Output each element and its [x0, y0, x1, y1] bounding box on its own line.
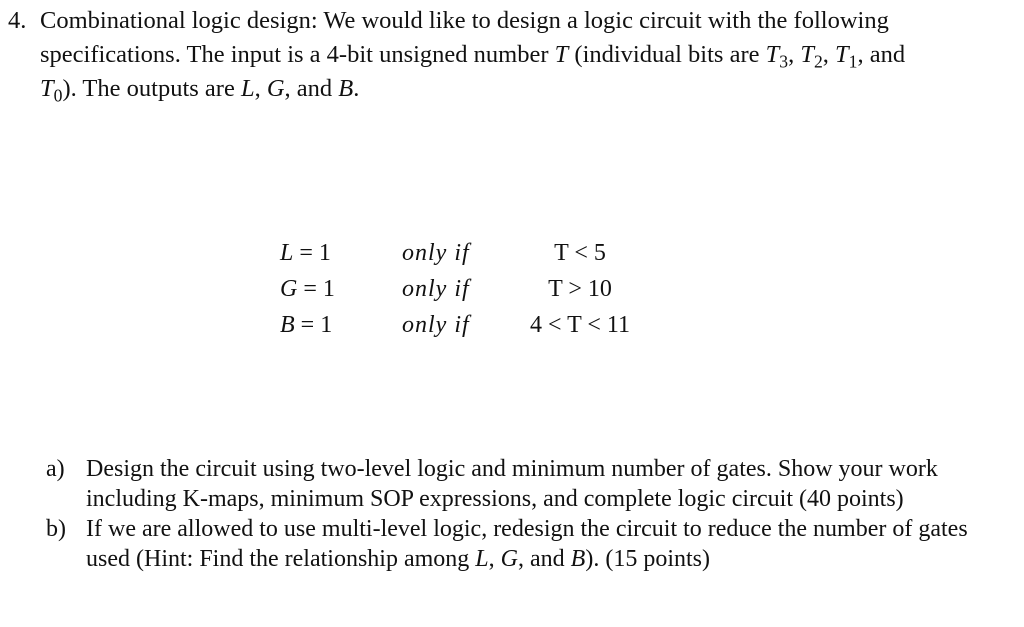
var-T: T — [554, 41, 569, 68]
sep: , and — [518, 546, 571, 572]
part-b-label: b) — [46, 516, 66, 542]
bit-T2: T — [800, 41, 814, 68]
part-b-text: If we are allowed to use multi-level logic, redesign the circuit to reduce the number of gates used (Hint: Find the relationship among — [86, 516, 968, 572]
sep: , — [488, 546, 501, 572]
output-L: L — [240, 75, 255, 102]
question-parts — [46, 454, 976, 574]
condition-expr: T > 10 — [548, 276, 612, 302]
problem-line-1 — [8, 4, 968, 38]
problem-text-2: specifications. The input is a 4-bit unsigned number — [40, 41, 555, 68]
problem-statement — [8, 4, 968, 106]
var-L: L — [475, 546, 489, 572]
condition-eq: = 1 — [293, 240, 331, 266]
period: . — [353, 75, 360, 102]
condition-var: G — [280, 276, 298, 302]
part-b-text-end: ). (15 points) — [585, 546, 710, 572]
condition-expr: 4 < T < 11 — [530, 312, 630, 338]
condition-var: B — [280, 312, 295, 338]
part-a-text: Design the circuit using two-level logic and minimum number of gates. Show your work including K-maps, minimum SOP expressions, and complete logic circuit (40 points) — [86, 456, 938, 512]
condition-word: only if — [402, 312, 470, 338]
part-a — [46, 454, 976, 514]
problem-text-3: ). The outputs are — [62, 75, 241, 102]
condition-eq: = 1 — [294, 312, 333, 338]
condition-word: only if — [402, 240, 470, 266]
problem-line-2 — [8, 38, 968, 72]
problem-text-2c: , and — [857, 41, 906, 68]
condition-lhs — [280, 276, 360, 303]
sep: , — [788, 41, 801, 68]
sub-1: 1 — [848, 51, 858, 72]
bit-T0: T — [40, 75, 54, 102]
var-B: B — [570, 546, 586, 572]
output-G: G — [266, 75, 285, 102]
condition-eq: = 1 — [297, 276, 335, 302]
bit-T1: T — [835, 41, 849, 68]
output-B: B — [338, 75, 354, 102]
problem-text-1: Combinational logic design: We would like to design a logic circuit with the following — [40, 7, 889, 34]
sub-3: 3 — [779, 51, 789, 72]
problem-number: 4. — [8, 7, 27, 34]
condition-word: only if — [402, 276, 470, 302]
part-b — [46, 514, 976, 574]
condition-var: L — [280, 240, 294, 266]
sep: , — [822, 41, 836, 68]
sep: , and — [284, 75, 339, 102]
sep: , — [254, 75, 267, 102]
var-G: G — [500, 546, 518, 572]
condition-lhs — [280, 240, 360, 267]
sub-0: 0 — [53, 85, 63, 106]
bit-T3: T — [765, 41, 780, 68]
problem-text-2b: (individual bits are — [568, 41, 766, 68]
sub-2: 2 — [813, 51, 823, 72]
problem-line-3 — [8, 72, 968, 106]
condition-lhs — [280, 312, 360, 339]
part-a-label: a) — [46, 456, 65, 482]
condition-expr: T < 5 — [554, 240, 606, 266]
